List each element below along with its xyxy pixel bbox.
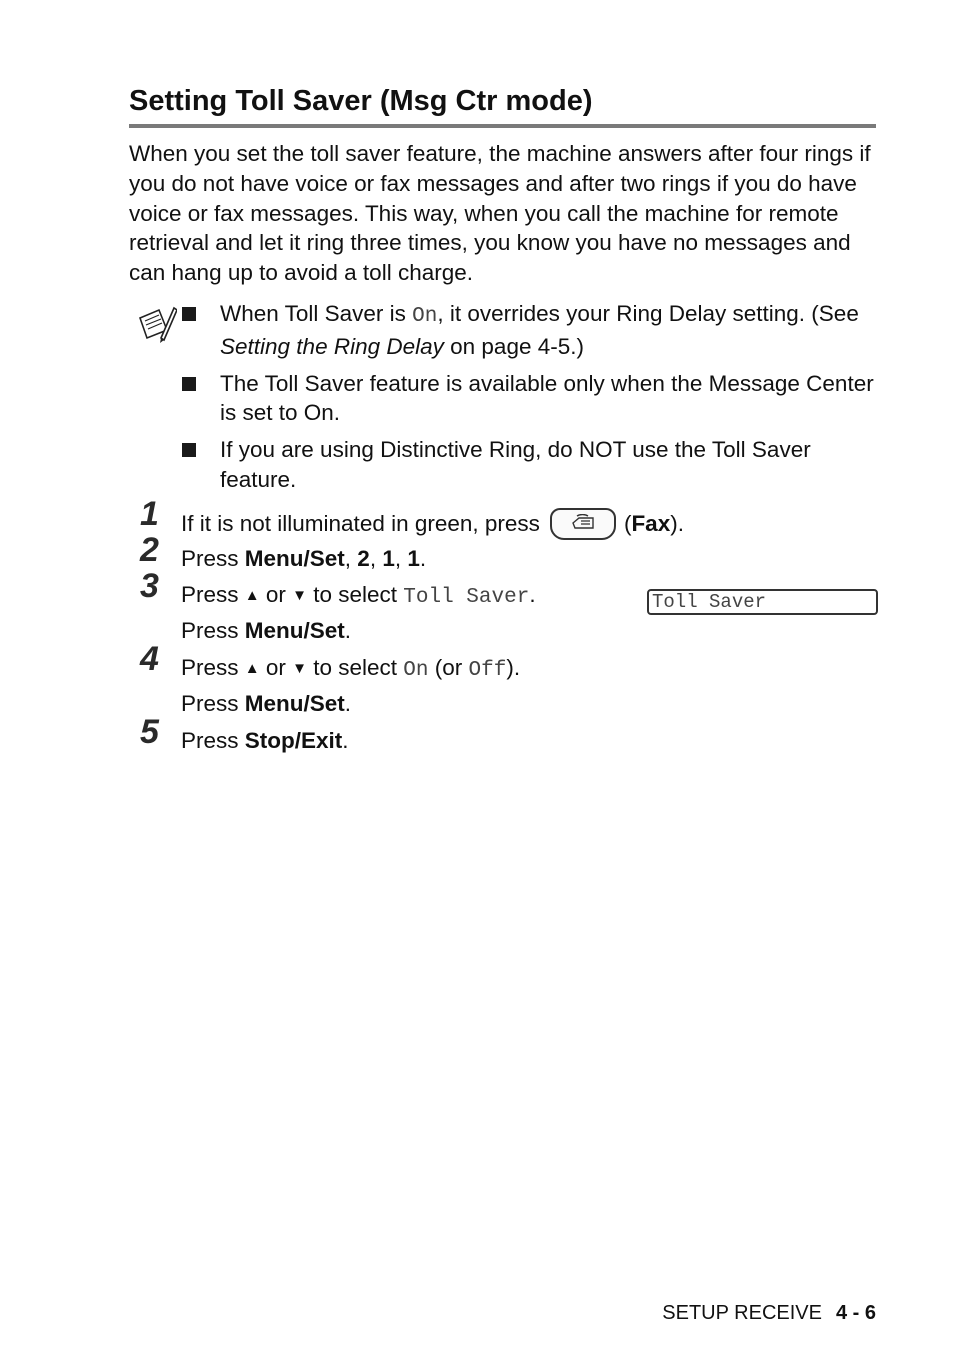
step-number: 3 xyxy=(140,567,159,605)
fax-key-button[interactable] xyxy=(550,508,616,540)
step-number: 1 xyxy=(140,495,159,533)
square-bullet-icon xyxy=(182,307,196,321)
step-number: 4 xyxy=(140,640,159,678)
title-rule xyxy=(129,124,876,128)
square-bullet-icon xyxy=(182,377,196,391)
note-list xyxy=(182,299,882,502)
up-arrow-icon: ▲ xyxy=(244,660,260,677)
down-arrow-icon: ▼ xyxy=(292,587,307,604)
page-title: Setting Toll Saver (Msg Ctr mode) xyxy=(129,85,593,117)
square-bullet-icon xyxy=(182,443,196,457)
footer-section: SETUP RECEIVE xyxy=(662,1302,822,1324)
lcd-display: Toll Saver xyxy=(647,589,878,615)
step-number: 2 xyxy=(140,531,159,569)
manual-page: Setting Toll Saver (Msg Ctr mode) When you set the toll saver feature, the machine answers after four rings if you do not have voice or fax messages and after two rings if you do have voice or fax messages. This way, when you call the machine for remote retrieval and let it ring three times, you know you have no messages and can hang up to avoid a toll charge. When Toll Saver is On, it overrides your Ring Delay setting. (See Setting the Ring Delay on page 4-5.) The Toll Saver feature is available only when the Message Center is set to On. If you are using Distinctive Ring, do NOT use the Toll Saver feature. 1 If it is not illuminated in green, press (Fax). 2 Press Menu/Set, 2, 1, 1. 3 Press ▲ or ▼ to select Toll Saver. Press Menu/Set. 4 Press ▲ or ▼ to select On (or Off). Press Menu/Set. 5 Press Stop/Exit. Toll Saver SETUP RECEIVE 4 - 6 xyxy=(0,0,954,1352)
note-item: When Toll Saver is On, it overrides your Ring Delay setting. (See Setting the Ring Delay on page 4-5.) xyxy=(182,299,882,362)
step-number: 5 xyxy=(140,713,159,751)
page-number: 4 - 6 xyxy=(835,1302,876,1324)
fax-machine-icon xyxy=(571,514,595,532)
cross-reference: Setting the Ring Delay xyxy=(220,333,444,359)
down-arrow-icon: ▼ xyxy=(292,660,307,677)
intro-paragraph: When you set the toll saver feature, the machine answers after four rings if you do not have voice or fax messages and after two rings if you do have voice or fax messages. This way, when you call the machine for remote retrieval and let it ring three times, you know you have no messages and can hang up to avoid a toll charge. xyxy=(129,141,871,286)
page-footer xyxy=(600,1300,876,1326)
note-pencil-icon xyxy=(137,304,177,344)
note-item: If you are using Distinctive Ring, do NOT use the Toll Saver feature. xyxy=(182,435,882,495)
up-arrow-icon: ▲ xyxy=(244,587,260,604)
note-item: The Toll Saver feature is available only when the Message Center is set to On. xyxy=(182,369,882,429)
